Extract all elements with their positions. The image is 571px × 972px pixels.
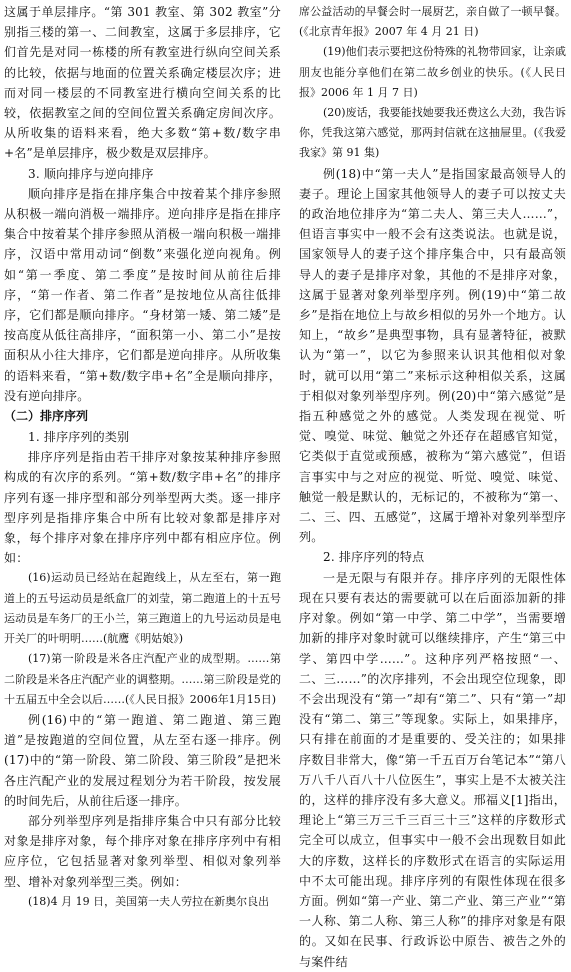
left-column xyxy=(4,2,281,912)
right-example-sentence: (20)废话，我要能找她要我还费这么大劲，我告诉你，凭我这第六感觉，那两封信就在这抽屉里。(《我爱我家》第 91 集) xyxy=(299,106,566,160)
left-example-sentence: (17)第一阶段是米各庄汽配产业的成型期。……第二阶段是米各庄汽配产业的调整期。……第三阶段是党的十五届五中全会以后……(《人民日报》2006年1月15日) xyxy=(4,652,281,706)
left-paragraph: 这属于单层排序。“第 301 教室、第 302 教室”分别指三楼的第一、二间教室，这属于多层排序，它们首先是对同一栋楼的所有教室进行纵向空间关系的比较，依据与地面的位置关系确定楼层次序；进而对同一楼层的不同教室进行横向空间关系的比较，依据教室之间的空间位置关系确定房间次序。从所收集的语料来看，绝大多数“第+数/数字串+名”是单层排序，极少数是双层排序。 xyxy=(4,5,281,161)
left-example-sentence: (16)运动员已经站在起跑线上，从左至右，第一跑道上的五号运动员是纸盒厂的刘莹，第二跑道上的十五号运动员是车务厂的王小兰，第三跑道上的九号运动员是电开关厂的叶明明……(航鹰《明姑娘》) xyxy=(4,571,281,646)
right-paragraph: 一是无限与有限并存。排序序列的无限性体现在只要有表达的需要就可以在后面添加新的排序对象。例如“第一中学、第二中学”，当需要增加新的排序对象时就可以继续排序，产生“第三中学、第四中学……”。这种序列严格按照“一、二、三……”的次序排列，不会出现空位现象，即不会出现没有“第一”却有“第二”、只有“第一”却没有“第二、第三”等现象。实际上，如果排序，只有排在前面的才是重要的、受关注的；如果排序数目非常大，像“第一千五百万台笔记本”“第八万八千八百八十八位医生”，事实上是不太被关注的，这样的排序没有多大意义。邢福义[1]指出，理论上“第三万三千三百三十三”这样的序数形式完全可以成立，但事实中一般不会出现数目如此大的序数，这样长的序数形式在语言的实际运用中不太可能出现。排序序列的有限性体现在很多方面。例如“第一产业、第二产业、第三产业”“第一人称、第二人称、第三人称”的排序对象是有限的。又如在民事、行政诉讼中原告、被告之外的与案件结 xyxy=(299,570,566,969)
right-example-sentence: 席公益活动的早餐会时一展厨艺，亲自做了一顿早餐。(《北京青年报》2007 年 4 月 21 日) xyxy=(299,5,566,39)
left-paragraph: 部分列举型序列是指排序集合中只有部分比较对象是排序对象，每个排序对象在排序序列中有相应序位，它包括显著对象列举型、相似对象列举型、增补对象列举型三类。例如： xyxy=(4,813,281,889)
left-example-sentence: (18)4 月 19 日，美国第一夫人劳拉在新奥尔良出 xyxy=(28,894,270,908)
left-paragraph: 例(16)中的“第一跑道、第二跑道、第三跑道”是按跑道的空间位置，从左至右逐一排序。例(17)中的“第一阶段、第二阶段、第三阶段”是把米各庄汽配产业的发展过程划分为若干阶段，按发展的时间先后，从前往后逐一排序。 xyxy=(4,712,281,808)
right-example-sentence: (19)他们表示要把这份特殊的礼物带回家，让亲戚朋友也能分享他们在第二故乡创业的快乐。(《人民日报》2006 年 1 月 7 日) xyxy=(299,45,566,99)
left-paragraph: 3. 顺向排序与逆向排序 xyxy=(28,166,154,181)
right-paragraph: 2. 排序序列的特点 xyxy=(323,550,425,565)
left-paragraph: 排序序列是指由若干排序对象按某种排序参照构成的有次序的系列。“第+数/数字串+名”的排序序列有逐一排序型和部分列举型两大类。逐一排序型序列是指排序集合中所有比较对象都是排序对象，每个排序对象在排序序列中都有相应序位。例如： xyxy=(4,450,281,566)
left-section-heading: （二）排序序列 xyxy=(4,409,89,424)
right-paragraph: 例(18)中“第一夫人”是指国家最高领导人的妻子。理论上国家其他领导人的妻子可以按丈夫的政治地位排序为“第二夫人、第三夫人……”，但语言事实中一般不会有这类说法。也就是说，国家领导人的妻子这个排序集合中，只有最高领导人的妻子是排序对象，其他的不是排序对象，这属于显著对象列举型序列。例(19)中“第二故乡”是指在地位上与故乡相似的另外一个地方。认知上，“故乡”是典型事物，具有显著特征，被默认为“第一”，以它为参照来认识其他相似对象时，就可以用“第二”来标示这种相似关系，这属于相似对象列举型序列。例(20)中“第六感觉”是指五种感觉之外的感觉。人类发现在视觉、听觉、嗅觉、味觉、触觉之外还存在超感官知觉，它类似于直觉或预感，被称为“第六感觉”，但语言事实中与之对应的视觉、听觉、嗅觉、味觉、触觉一般是默认的，无标记的，不被称为“第一、二、三、四、五感觉”，这属于增补对象列举型序列。 xyxy=(299,166,566,545)
left-paragraph: 顺向排序是指在排序集合中按着某个排序参照从积极一端向消极一端排序。逆向排序是指在排序集合中按着某个排序参照从消极一端向积极一端排序，汉语中常用动词“倒数”来强化逆向视角。例如“第一季度、第二季度”是按时间从前往后排序，“第一作者、第二作者”是按地位从高往低排序，它们都是顺向排序。“身材第一矮、第二矮”是按高度从低往高排序，“面积第一小、第二小”是按面积从小往大排序，它们都是逆向排序。从所收集的语料来看，“第+数/数字串+名”全是顺向排序，没有逆向排序。 xyxy=(4,186,281,403)
left-paragraph: 1. 排序序列的类别 xyxy=(28,430,130,445)
right-column xyxy=(299,2,566,972)
